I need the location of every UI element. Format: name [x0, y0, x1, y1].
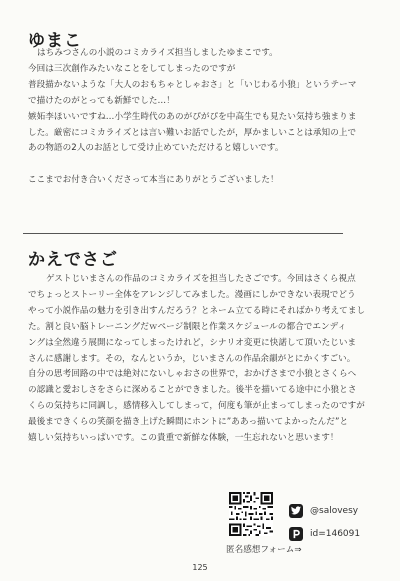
text-line: の認識と愛おしさをさらに深めることができました。後半を描いてる途中に小狼とさ	[28, 385, 357, 396]
text-line: 普段描かないような「大人のおもちゃとしゃおさ」と「いじわる小狼」というテーマ	[28, 79, 357, 90]
pixiv-id: id=146091	[310, 528, 361, 539]
text-line: した。厳密にコミカライズとは言い難いお話でしたが，厚かましいことは承知の上で	[28, 127, 357, 138]
text-line: 嬉しい気持ちいっぱいです。この貴重で新鮮な体験，一生忘れないと思います！	[28, 433, 339, 444]
text-line: 嫉妬李ほいいですね…小学生時代のあのがぴがぴを中高生でも見たい気持ち強まりま	[28, 111, 357, 122]
section-title-kaede-sago: かえでさご	[28, 250, 118, 270]
text-line: ゲストじいまさんの作品のコミカライズを担当したさごです。今回はさくら視点	[46, 274, 356, 284]
text-line: でちょっとストーリー全体をアレンジしてみました。漫画にしかできない表現でどう	[28, 289, 356, 300]
text-line: やって小説作品の魅力を引き出すんだろう？とネーム立てる時にそればかり考えてまし	[28, 305, 366, 316]
section-title-yumako: ゆまこ	[28, 31, 82, 51]
text-line: 今回は三次創作みたいなことをしてしまったのですが	[28, 63, 236, 74]
section-divider	[23, 233, 343, 234]
text-line: た。割と良い脳トレーニングだｗページ制限と作業スケジュールの都合でエンディ	[28, 321, 347, 332]
text-line: 最後まできくらの笑顔を描き上げた瞬間にホントに”ああっ描いてよかったんだ”と	[28, 417, 349, 428]
text-line: あの物語の2人のお話として受け止めていただけると嬉しいです。	[28, 143, 284, 154]
qr-form-label: 匿名感想フォーム⇒	[226, 545, 302, 555]
pixiv-icon	[289, 527, 303, 541]
qr-code[interactable]	[229, 492, 273, 536]
pixiv-link[interactable]	[289, 525, 389, 542]
page-number: 125	[192, 563, 208, 572]
text-line: で描けたのがとっても新鮮でした…！	[28, 95, 175, 106]
twitter-icon	[289, 504, 303, 518]
twitter-handle: @salovesy	[310, 505, 359, 516]
yumako-message	[28, 46, 362, 189]
twitter-link[interactable]	[289, 502, 389, 519]
text-line: さんに感謝します。その，なんというか，じいまさんの作品余韻がとにかくすごい。	[28, 353, 356, 364]
blank-line	[28, 157, 362, 173]
text-line: ここまでお付き合いくださって本当にありがとうございました！	[28, 175, 279, 186]
text-line: ングは全然違う展開になってしまったけれど，シナリオ変更に快諾して頂いたじいま	[28, 337, 357, 348]
text-line: くらの気持ちに同調し，感情移入してしまって，何度も筆が止まってしまったのですが	[28, 401, 365, 412]
kaede-sago-message	[28, 272, 366, 447]
text-line: はちみつさんの小説のコミカライズ担当しましたゆまこです。	[37, 48, 278, 58]
text-line: 自分の思考回路の中では絶対にないしゃおさの世界で，おかげさまで小狼とさくらへ	[28, 369, 357, 380]
